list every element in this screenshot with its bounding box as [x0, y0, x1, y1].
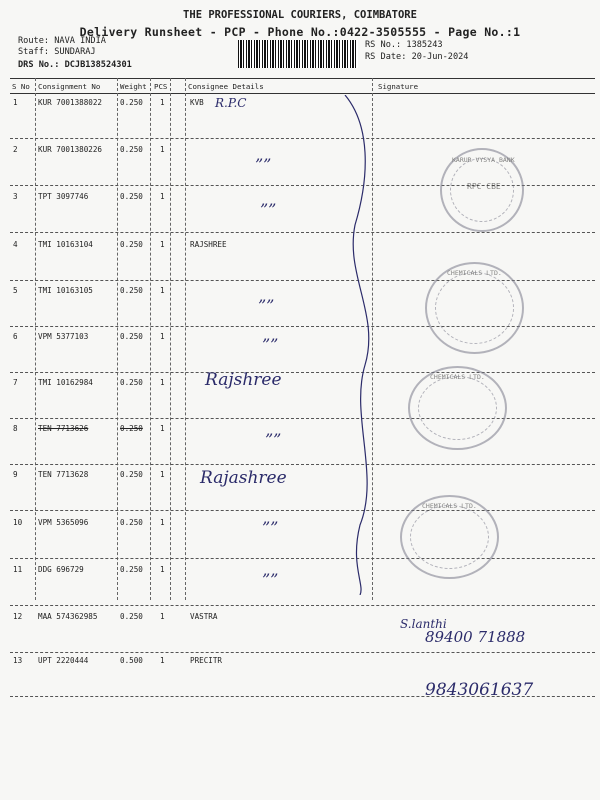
company-title: THE PROFESSIONAL COURIERS, COIMBATORE: [183, 9, 417, 21]
row-weight: 0.250: [120, 424, 143, 433]
row-sno: 12: [13, 612, 23, 621]
column-divider: [150, 78, 151, 600]
row-weight: 0.250: [120, 145, 143, 154]
row-sno: 1: [13, 98, 18, 107]
row-divider: [10, 232, 595, 233]
row-consignment-no: MAA 574362985: [38, 612, 98, 621]
handwritten-ditto: ””: [265, 430, 282, 449]
handwritten-ditto: ””: [262, 570, 279, 589]
row-consignment-no: TEN 7713628: [38, 470, 89, 479]
row-pcs: 1: [160, 656, 165, 665]
bank-stamp: KARUR VYSYA BANK RPC CBE: [440, 148, 524, 232]
handwritten-phone: 9843061637: [425, 680, 534, 700]
row-weight: 0.250: [120, 470, 143, 479]
row-consignment-no: TMI 10163105: [38, 286, 93, 295]
row-weight: 0.250: [120, 192, 143, 201]
row-divider: [10, 510, 595, 511]
row-pcs: 1: [160, 98, 165, 107]
row-weight: 0.250: [120, 518, 143, 527]
staff-label: Staff: SUNDARAJ: [18, 47, 96, 57]
row-divider: [10, 138, 595, 139]
row-pcs: 1: [160, 145, 165, 154]
row-sno: 5: [13, 286, 18, 295]
row-divider: [10, 558, 595, 559]
row-consignment-no: DDG 696729: [38, 565, 84, 574]
row-sno: 4: [13, 240, 18, 249]
row-divider: [10, 418, 595, 419]
column-divider: [170, 78, 171, 600]
row-sno: 6: [13, 332, 18, 341]
col-header-sno: S No: [12, 82, 30, 91]
handwritten-signature: S.lanthi: [400, 617, 447, 631]
handwritten-ditto: ””: [260, 200, 277, 219]
column-divider: [35, 78, 36, 600]
col-header-pcs: PCS: [154, 82, 168, 91]
row-consignment-no: TEN 7713626: [38, 424, 89, 433]
row-pcs: 1: [160, 470, 165, 479]
company-seal: CHEMICALS LTD.: [425, 262, 524, 354]
row-weight: 0.250: [120, 240, 143, 249]
row-consignment-no: KUR 7001380226: [38, 145, 103, 154]
company-seal: CHEMICALS LTD.: [408, 366, 507, 450]
header-bottom-border: [10, 93, 595, 94]
row-consignee: RAJSHREE: [190, 240, 227, 249]
handwritten-rajashree: Rajashree: [200, 468, 287, 488]
row-sno: 8: [13, 424, 18, 433]
col-header-consignee: Consignee Details: [188, 82, 264, 91]
row-weight: 0.250: [120, 98, 143, 107]
rs-date: RS Date: 20-Jun-2024: [365, 52, 469, 62]
row-sno: 9: [13, 470, 18, 479]
handwritten-rpc: R.P.C: [215, 96, 247, 110]
row-divider: [10, 605, 595, 606]
column-divider: [185, 78, 186, 600]
row-pcs: 1: [160, 518, 165, 527]
row-weight: 0.250: [120, 332, 143, 341]
row-consignment-no: TMI 10162984: [38, 378, 93, 387]
row-weight: 0.250: [120, 286, 143, 295]
row-weight: 0.500: [120, 656, 143, 665]
row-consignee: PRECITR: [190, 656, 223, 665]
row-pcs: 1: [160, 240, 165, 249]
col-header-weight: Weight: [120, 82, 147, 91]
drs-number: DRS No.: DCJB138524301: [18, 60, 132, 70]
row-pcs: 1: [160, 378, 165, 387]
row-divider: [10, 372, 595, 373]
handwritten-ditto: ””: [258, 296, 275, 315]
row-sno: 3: [13, 192, 18, 201]
rs-number: RS No.: 1385243: [365, 40, 443, 50]
row-divider: [10, 652, 595, 653]
col-header-signature: Signature: [378, 82, 419, 91]
row-pcs: 1: [160, 286, 165, 295]
company-seal: CHEMICALS LTD.: [400, 495, 499, 579]
row-weight: 0.250: [120, 612, 143, 621]
row-consignment-no: TPT 3097746: [38, 192, 89, 201]
row-sno: 7: [13, 378, 18, 387]
row-sno: 11: [13, 565, 23, 574]
handwritten-brace: [330, 95, 390, 595]
row-consignment-no: UPT 2220444: [38, 656, 89, 665]
row-pcs: 1: [160, 332, 165, 341]
runsheet-subtitle: Delivery Runsheet - PCP - Phone No.:0422-3505555 - Page No.:1: [79, 25, 521, 39]
row-consignment-no: VPM 5365096: [38, 518, 89, 527]
row-consignment-no: VPM 5377103: [38, 332, 89, 341]
row-sno: 13: [13, 656, 23, 665]
row-consignee: VASTRA: [190, 612, 218, 621]
handwritten-ditto: ””: [255, 155, 272, 174]
row-pcs: 1: [160, 612, 165, 621]
row-weight: 0.250: [120, 565, 143, 574]
row-consignment-no: TMI 10163104: [38, 240, 93, 249]
row-weight: 0.250: [120, 378, 143, 387]
row-pcs: 1: [160, 424, 165, 433]
col-header-consignment: Consignment No: [38, 82, 101, 91]
row-pcs: 1: [160, 192, 165, 201]
row-sno: 2: [13, 145, 18, 154]
handwritten-ditto: ””: [262, 335, 279, 354]
handwritten-ditto: ””: [262, 518, 279, 537]
row-pcs: 1: [160, 565, 165, 574]
table-top-border: [10, 78, 595, 79]
handwritten-rajshree: Rajshree: [205, 370, 282, 390]
handwritten-phone: 89400 71888: [425, 628, 526, 646]
column-divider: [117, 78, 118, 600]
row-sno: 10: [13, 518, 23, 527]
barcode: [238, 40, 358, 68]
row-divider: [10, 464, 595, 465]
route-label: Route: NAVA INDIA: [18, 36, 106, 46]
row-consignee: KVB: [190, 98, 204, 107]
row-consignment-no: KUR 7001388022: [38, 98, 103, 107]
